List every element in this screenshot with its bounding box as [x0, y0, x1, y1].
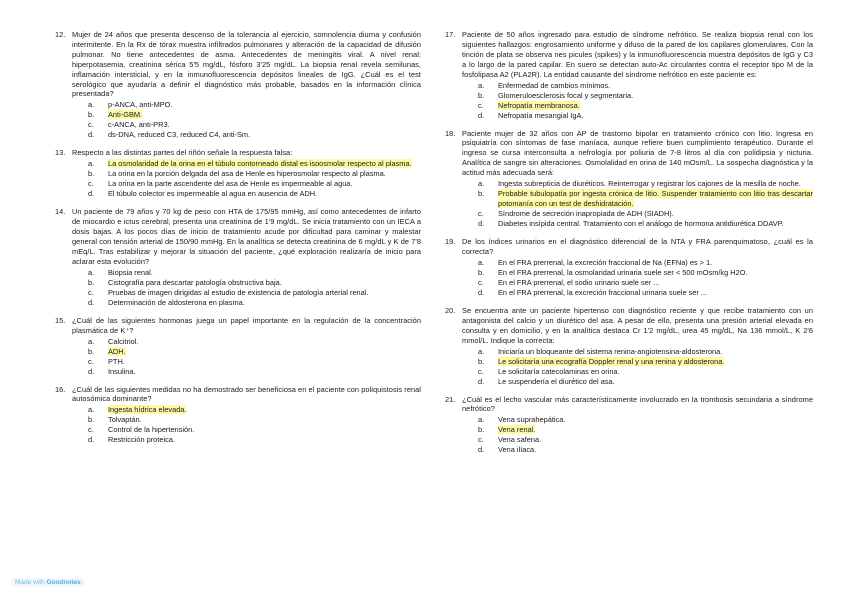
- option-b: [462, 268, 813, 278]
- question-body: [462, 306, 813, 387]
- option-a: [462, 415, 813, 425]
- option-d: [462, 445, 813, 455]
- option-a: [462, 347, 813, 357]
- option-text: Tolvaptán.: [108, 415, 142, 425]
- option-c: [462, 101, 813, 111]
- question-number: 21.: [445, 394, 456, 404]
- question-12: [55, 30, 421, 140]
- option-text: En el FRA prerrenal, la excreción fraccional urinaria suele ser ...: [498, 287, 708, 297]
- question-body: [462, 395, 813, 456]
- highlighted-answer: ADH.: [108, 346, 126, 356]
- question-text: Paciente de 50 años ingresado para estudio de síndrome nefrótico. Se realiza biopsia renal con los siguientes hallazgos: engrosamiento uniforme y difuso de la pared de los capilares glomerulares. Con la tinción de plata se observa nes picules (spikes) y la inmunofluorescencia muestra depósitos de IgG y C3 a lo largo de la pared capilar. En suero se detectan auto-Ac circulantes contra el receptor tipo M de la fosfolipasa A2 (PLA2R). La entidad causante del síndrome nefrótico en este paciente es:: [462, 30, 813, 79]
- option-b: [462, 357, 813, 367]
- option-a: [462, 179, 813, 189]
- question-body: [462, 129, 813, 230]
- option-text: La orina en la porción delgada del asa de Henle es hiperosmolar respecto al plasma.: [108, 169, 386, 179]
- option-letter: d.: [88, 297, 95, 307]
- question-text: ¿Cuál de las siguientes medidas no ha demostrado ser beneficiosa en el paciente con poliquistosis renal autosómica dominante?: [72, 384, 421, 404]
- option-text: Diabetes insípida central. Tratamiento con el análogo de hormona antidiurética DDAVP.: [498, 219, 784, 229]
- option-text: ds-DNA, reduced C3, reduced C4, anti-Sm.: [108, 130, 251, 140]
- option-text: PTH.: [108, 356, 125, 366]
- option-letter: b.: [88, 277, 95, 287]
- question-body: [72, 207, 421, 307]
- option-letter: c.: [88, 179, 94, 189]
- option-letter: c.: [88, 120, 94, 130]
- option-a: [462, 81, 813, 91]
- left-column: [55, 30, 421, 453]
- option-text: Vena ilíaca.: [498, 445, 537, 455]
- question-number: 15.: [55, 315, 66, 325]
- option-letter: a.: [88, 100, 95, 110]
- question-text: Un paciente de 79 años y 70 kg de peso con HTA de 175/95 mmHg, así como antecedentes de infarto de miocardio e ictus cerebral, presenta una creatinina de 1'9 mg/dL. Se inicia tratamiento con un IECA a dosis bajas. A los pocos días de inicio de tratamiento acude por dificultad para caminar y malestar general con tensión arterial de 150/90 mmHg. En la analítica se detecta creatinina de 6 mg/dL y K de 7'8 mEq/L. Tras estabilizar y mejorar la situación del paciente, ¿qué exploración realizaría de inicio para aclarar esta evolución?: [72, 207, 421, 266]
- option-text: Determinación de aldosterona en plasma.: [108, 297, 245, 307]
- option-b: [72, 169, 421, 179]
- question-body: [72, 30, 421, 140]
- option-letter: b.: [478, 267, 485, 277]
- option-letter: b.: [478, 90, 485, 100]
- option-letter: c.: [88, 287, 94, 297]
- option-text: Le suspendería el diurético del asa.: [498, 376, 615, 386]
- option-text: Nefropatía mesangial IgA.: [498, 110, 584, 120]
- question-body: [72, 316, 421, 377]
- option-letter: b.: [478, 189, 485, 199]
- options-list: [462, 179, 813, 229]
- option-letter: c.: [88, 425, 94, 435]
- option-letter: c.: [478, 209, 484, 219]
- question-19: [445, 237, 813, 298]
- question-16: [55, 385, 421, 446]
- option-letter: a.: [88, 159, 95, 169]
- option-text: Control de la hipertensión.: [108, 425, 195, 435]
- question-text: Paciente mujer de 32 años con AP de trastorno bipolar en tratamiento crónico con litio. Ingresa en psiquiatría con síntomas de fase maníaca, aunque refiere buen cumplimiento terapéutico. Durante el ingreso se cursa interconsulta a nefrología por poliuria de 7-8 litros al día con polidipsia y nicturia. Analítica de sangre sin alteraciones. Osmolalidad en orina de 140 mOsm/L. La sospecha diagnóstica y la actitud más adecuada será:: [462, 128, 813, 178]
- highlighted-answer: La osmolaridad de la orina en el túbulo contorneado distal es isoosmolar respecto al plasma.: [108, 159, 412, 169]
- question-13: [55, 148, 421, 199]
- option-d: [462, 111, 813, 121]
- highlighted-answer: Anti-GBM.: [108, 110, 143, 120]
- option-letter: c.: [478, 366, 484, 376]
- option-b: [72, 278, 421, 288]
- options-list: [462, 258, 813, 298]
- option-a: [72, 268, 421, 278]
- option-text: Vena suprahepática.: [498, 415, 566, 425]
- option-c: [462, 278, 813, 288]
- question-number: 18.: [445, 128, 456, 138]
- option-c: [462, 435, 813, 445]
- option-text: Pruebas de imagen dirigidas al estudio de existencia de patología arterial renal.: [108, 287, 369, 297]
- question-text: Respecto a las distintas partes del riñón señale la respuesta falsa:: [72, 148, 293, 158]
- question-text: ¿Cuál es el lecho vascular más característicamente involucrado en la trombosis secundaria a síndrome nefrótico?: [462, 394, 813, 414]
- option-a: [72, 100, 421, 110]
- goodnotes-watermark: [11, 578, 85, 587]
- question-17: [445, 30, 813, 121]
- question-number: 20.: [445, 305, 456, 315]
- options-list: [72, 159, 421, 199]
- question-15: [55, 316, 421, 377]
- question-body: [72, 385, 421, 446]
- options-list: [462, 81, 813, 121]
- highlighted-answer: Ingesta hídrica elevada.: [108, 405, 187, 415]
- question-20: [445, 306, 813, 387]
- option-letter: a.: [478, 257, 485, 267]
- option-letter: a.: [478, 179, 485, 189]
- option-c: [72, 357, 421, 367]
- option-text: Iniciaría un bloqueante del sistema renina-angiotensina-aldosterona.: [498, 346, 723, 356]
- options-list: [72, 405, 421, 445]
- option-text: Cistografía para descartar patología obstructiva baja.: [108, 277, 282, 287]
- option-letter: b.: [88, 415, 95, 425]
- watermark-prefix: Made with: [15, 579, 45, 586]
- option-letter: b.: [88, 346, 95, 356]
- option-text: c-ANCA, anti-PR3.: [108, 120, 170, 130]
- option-text: En el FRA prerrenal, la excreción fraccional de Na (EFNa) es > 1.: [498, 257, 713, 267]
- option-text: Biopsia renal.: [108, 267, 153, 277]
- right-column: [445, 30, 813, 463]
- option-text: Glomeruloesclerosis focal y segmentaria.: [498, 90, 634, 100]
- option-letter: c.: [478, 277, 484, 287]
- option-letter: a.: [88, 336, 95, 346]
- option-b: [72, 347, 421, 357]
- option-text: Vena safena.: [498, 435, 542, 445]
- option-d: [72, 298, 421, 308]
- options-list: [72, 268, 421, 308]
- option-d: [462, 288, 813, 298]
- question-body: [462, 30, 813, 121]
- option-b: [462, 91, 813, 101]
- option-text: En el FRA prerrenal, la osmolaridad urinaria suele ser < 500 mOsm/kg H2O.: [498, 267, 748, 277]
- option-c: [462, 209, 813, 219]
- option-letter: a.: [478, 415, 485, 425]
- option-text: En el FRA prerrenal, el sodio urinario suele ser ...: [498, 277, 660, 287]
- option-a: [72, 159, 421, 169]
- option-text: Enfermedad de cambios mínimos.: [498, 80, 611, 90]
- option-a: [462, 258, 813, 268]
- option-c: [72, 179, 421, 189]
- highlighted-answer: Le solicitaría una ecografía Doppler renal y una renina y aldosterona.: [498, 356, 725, 366]
- question-text: De los índices urinarios en el diagnóstico diferencial de la NTA y FRA parenquimatoso, ¿cuál es la correcta?: [462, 237, 813, 256]
- option-letter: d.: [478, 376, 485, 386]
- option-text: La orina en la parte ascendente del asa de Henle es impermeable al agua.: [108, 179, 353, 189]
- option-b: [462, 425, 813, 435]
- option-d: [462, 377, 813, 387]
- option-text: Le solicitaría catecolaminas en orina.: [498, 366, 620, 376]
- option-letter: c.: [88, 356, 94, 366]
- option-d: [72, 435, 421, 445]
- option-letter: b.: [478, 425, 485, 435]
- question-text: Mujer de 24 años que presenta descenso de la tolerancia al ejercicio, somnolencia diurna y confusión intermitente. En la Rx de tórax muestra infiltrados pulmonares y alteración de la capacidad de difusión pulmonar. No tiene antecedentes de asma. Antecedentes de meningitis viral. A nivel renal: hiperpotasemia, creatinina sérica 5'5 mg/dL, fósforo 3'25 mg/dL. La biopsia renal revela semilunas, inflamación intersticial, y en la inmunofluorescencia depósitos lineales de IgG. ¿Cuál es el test serológico que ayudaría a definir el diagnóstico más probable, basados en la información clínica presentada?: [72, 30, 421, 99]
- option-b: [72, 110, 421, 120]
- question-number: 19.: [445, 237, 456, 247]
- option-letter: c.: [478, 435, 484, 445]
- options-list: [462, 415, 813, 455]
- question-number: 14.: [55, 207, 66, 217]
- option-c: [72, 120, 421, 130]
- option-letter: b.: [88, 110, 95, 120]
- option-c: [72, 425, 421, 435]
- option-letter: a.: [478, 346, 485, 356]
- question-number: 17.: [445, 30, 456, 39]
- option-b: [72, 415, 421, 425]
- option-d: [462, 219, 813, 229]
- option-text: Restricción proteica.: [108, 435, 175, 445]
- option-letter: d.: [478, 445, 485, 455]
- option-letter: d.: [478, 110, 485, 120]
- option-b: [462, 189, 813, 209]
- option-text: Calcitriol.: [108, 336, 139, 346]
- question-text: Se encuentra ante un paciente hipertenso con diagnóstico reciente y que recibe tratamiento con un antagonista del calcio y un diurético del asa. A pesar de ello, presenta una presión arterial elevada en consulta y en domicilio, y en la analítica destaca Cr 1'2 mg/dL, urea 45 mg/dL, Na 136 mmol/L, K 2'6 mmol/L. Indique la correcta:: [462, 305, 813, 345]
- highlighted-answer: Vena renal.: [498, 425, 536, 435]
- option-a: [72, 337, 421, 347]
- option-text: p-ANCA, anti-MPO.: [108, 100, 173, 110]
- options-list: [72, 337, 421, 377]
- option-letter: d.: [88, 435, 95, 445]
- option-letter: a.: [478, 80, 485, 90]
- option-letter: b.: [478, 356, 485, 366]
- option-text: Insulina.: [108, 366, 136, 376]
- option-letter: c.: [478, 100, 484, 110]
- option-a: [72, 405, 421, 415]
- option-d: [72, 189, 421, 199]
- question-21: [445, 395, 813, 456]
- highlighted-answer: Probable tubulopatía por ingesta crónica de litio. Suspender tratamiento con litio tras descartar potomanía con un test de deshidratación.: [498, 189, 813, 209]
- question-body: [72, 148, 421, 199]
- option-text: Síndrome de secreción inapropiada de ADH (SIADH).: [498, 209, 674, 219]
- option-text: Ingesta subrepticia de diuréticos. Reinterrogar y registrar los cajones de la mesilla de noche.: [498, 179, 801, 189]
- option-c: [72, 288, 421, 298]
- option-letter: d.: [88, 189, 95, 199]
- option-letter: d.: [88, 130, 95, 140]
- question-number: 16.: [55, 384, 66, 394]
- option-letter: d.: [88, 366, 95, 376]
- question-14: [55, 207, 421, 307]
- watermark-brand: Goodnotes: [46, 579, 81, 586]
- question-text: ¿Cuál de las siguientes hormonas juega un papel importante en la regulación de la concentración plasmática de K⁺?: [72, 315, 421, 335]
- option-text: El túbulo colector es impermeable al agua en ausencia de ADH.: [108, 189, 318, 199]
- option-letter: a.: [88, 405, 95, 415]
- option-d: [72, 130, 421, 140]
- question-18: [445, 129, 813, 230]
- option-letter: a.: [88, 267, 95, 277]
- option-d: [72, 367, 421, 377]
- question-body: [462, 237, 813, 298]
- option-letter: d.: [478, 219, 485, 229]
- option-c: [462, 367, 813, 377]
- question-number: 12.: [55, 30, 66, 39]
- highlighted-answer: Nefropatía membranosa.: [498, 100, 580, 110]
- options-list: [72, 100, 421, 140]
- option-letter: d.: [478, 287, 485, 297]
- option-letter: b.: [88, 169, 95, 179]
- options-list: [462, 347, 813, 387]
- question-number: 13.: [55, 148, 66, 158]
